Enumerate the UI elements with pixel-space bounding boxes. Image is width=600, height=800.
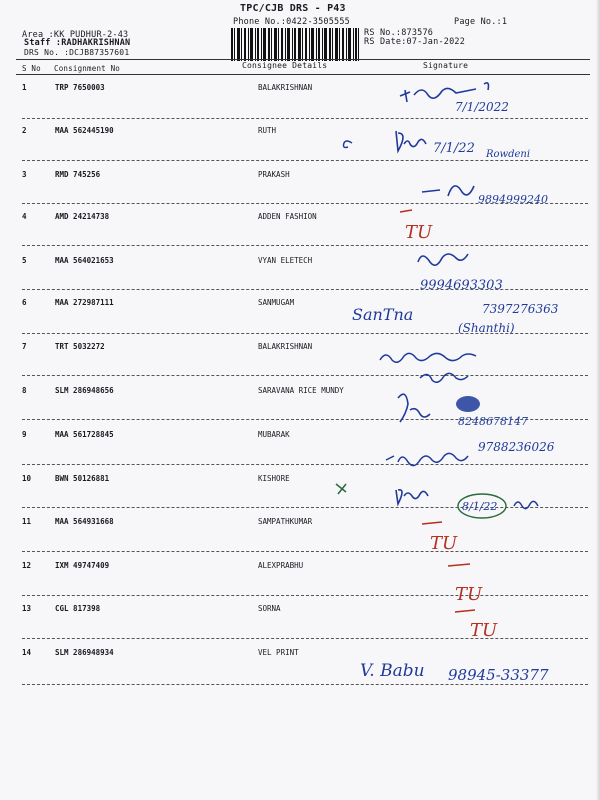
row-consignee: BALAKRISHNAN (258, 83, 313, 92)
row-sno: 7 (22, 342, 27, 351)
row-divider (22, 245, 588, 246)
undelivered-mark: TU (430, 533, 458, 554)
row-consignment: SLM 286948934 (55, 648, 114, 657)
row-divider (22, 160, 588, 161)
barcode (231, 28, 359, 61)
row-sno: 8 (22, 386, 27, 395)
row-divider (22, 551, 588, 552)
row-divider (22, 638, 588, 639)
drs-number: DRS No. :DCJB87357601 (24, 48, 130, 57)
table-row (0, 517, 600, 527)
row-consignment: TRT 5032272 (55, 342, 105, 351)
row-sno: 14 (22, 648, 32, 657)
rs-number: RS No.:873576 (364, 28, 434, 38)
row-consignment: MAA 564931668 (55, 517, 114, 526)
row-consignment: IXM 49747409 (55, 561, 110, 570)
table-row (0, 126, 600, 136)
row-consignment: AMD 24214738 (55, 212, 110, 221)
row-consignee: KISHORE (258, 474, 290, 483)
table-row (0, 561, 600, 571)
handwritten-phone: 7397276363 (482, 302, 559, 316)
row-consignee: SANMUGAM (258, 298, 295, 307)
row-divider (22, 203, 588, 204)
row-sno: 12 (22, 561, 32, 570)
row-consignment: MAA 562445190 (55, 126, 114, 135)
staff-label: Staff :RADHAKRISHNAN (24, 38, 131, 48)
handwritten-phone: 9788236026 (478, 440, 555, 454)
circled-date (458, 494, 506, 518)
row-consignment: SLM 286948656 (55, 386, 114, 395)
table-row (0, 298, 600, 308)
signature-scribble (448, 186, 474, 196)
row-consignee: RUTH (258, 126, 277, 135)
undelivered-mark: TU (470, 620, 498, 641)
row-consignee: VEL PRINT (258, 648, 299, 657)
row-consignee: ADDEN FASHION (258, 212, 317, 221)
row-consignment: MAA 272987111 (55, 298, 114, 307)
table-row (0, 430, 600, 440)
row-consignee: ALEXPRABHU (258, 561, 304, 570)
cross-mark (336, 484, 346, 494)
row-consignment: BWN 50126881 (55, 474, 110, 483)
handwritten-signature: V. Babu (360, 661, 425, 681)
undelivered-mark: TU (455, 584, 483, 605)
col-consignment: Consignment No (54, 64, 121, 73)
row-consignee: PRAKASH (258, 170, 290, 179)
handwritten-date: 8/1/22 (462, 500, 498, 513)
row-divider (22, 419, 588, 420)
col-signature: Signature (423, 61, 469, 70)
table-row (0, 212, 600, 222)
tick-mark (344, 141, 353, 148)
row-consignee: MUBARAK (258, 430, 290, 439)
table-row (0, 342, 600, 352)
handwritten-date: 7/1/2022 (455, 100, 509, 114)
table-row (0, 386, 600, 396)
row-consignee: SAMPATHKUMAR (258, 517, 313, 526)
row-divider (22, 333, 588, 334)
signature-scribble (398, 394, 430, 422)
table-row (0, 256, 600, 266)
rs-date: RS Date:07-Jan-2022 (364, 37, 466, 47)
row-consignee: SARAVANA RICE MUNDY (258, 386, 344, 395)
row-consignee: VYAN ELETECH (258, 256, 313, 265)
row-sno: 4 (22, 212, 27, 221)
row-sno: 11 (22, 517, 32, 526)
table-row (0, 474, 600, 484)
row-divider (22, 595, 588, 596)
page-number: Page No.:1 (454, 17, 508, 27)
row-sno: 9 (22, 430, 27, 439)
handwritten-name: Rowdeni (486, 149, 531, 160)
col-sno: S No (22, 64, 41, 73)
row-consignee: BALAKRISHNAN (258, 342, 313, 351)
row-sno: 10 (22, 474, 32, 483)
handwritten-date: 7/1/22 (433, 141, 475, 156)
row-sno: 2 (22, 126, 27, 135)
row-divider (22, 375, 588, 376)
undelivered-mark: TU (405, 222, 433, 243)
row-consignee: SORNA (258, 604, 281, 613)
handwritten-phone: 9994693303 (420, 278, 503, 293)
row-consignment: MAA 564021653 (55, 256, 114, 265)
tick-mark (422, 190, 440, 192)
row-divider (22, 507, 588, 508)
row-divider (22, 118, 588, 119)
table-row (0, 604, 600, 614)
handwritten-phone: 9894999240 (478, 193, 548, 206)
scan-edge-shadow (596, 0, 600, 800)
signature-scribble (396, 490, 428, 504)
handwritten-phone: 98945-33377 (448, 666, 549, 684)
row-consignment: TRP 7650003 (55, 83, 105, 92)
row-divider (22, 684, 588, 685)
area-label: Area :KK PUDHUR-2-43 (22, 30, 129, 40)
row-sno: 3 (22, 170, 27, 179)
row-consignment: MAA 561728845 (55, 430, 114, 439)
row-sno: 13 (22, 604, 32, 613)
handwritten-note: (Shanthi) (458, 321, 515, 335)
row-sno: 6 (22, 298, 27, 307)
signature-scribble (380, 353, 476, 382)
handwritten-phone: 8248678147 (458, 415, 528, 428)
header-rule-top (16, 59, 590, 60)
row-consignment: CGL 817398 (55, 604, 101, 613)
header-rule-bottom (16, 74, 590, 75)
row-sno: 5 (22, 256, 27, 265)
phone-number: Phone No.:0422-3505555 (233, 17, 350, 27)
table-row (0, 83, 600, 93)
handwritten-signature: SanTna (352, 305, 414, 324)
row-sno: 1 (22, 83, 27, 92)
sheet-title: TPC/CJB DRS - P43 (240, 3, 346, 14)
row-divider (22, 289, 588, 290)
row-divider (22, 464, 588, 465)
col-consignee-details: Consignee Details (242, 61, 328, 70)
row-consignment: RMD 745256 (55, 170, 101, 179)
table-row (0, 648, 600, 658)
table-row (0, 170, 600, 180)
ink-blot (456, 396, 480, 412)
